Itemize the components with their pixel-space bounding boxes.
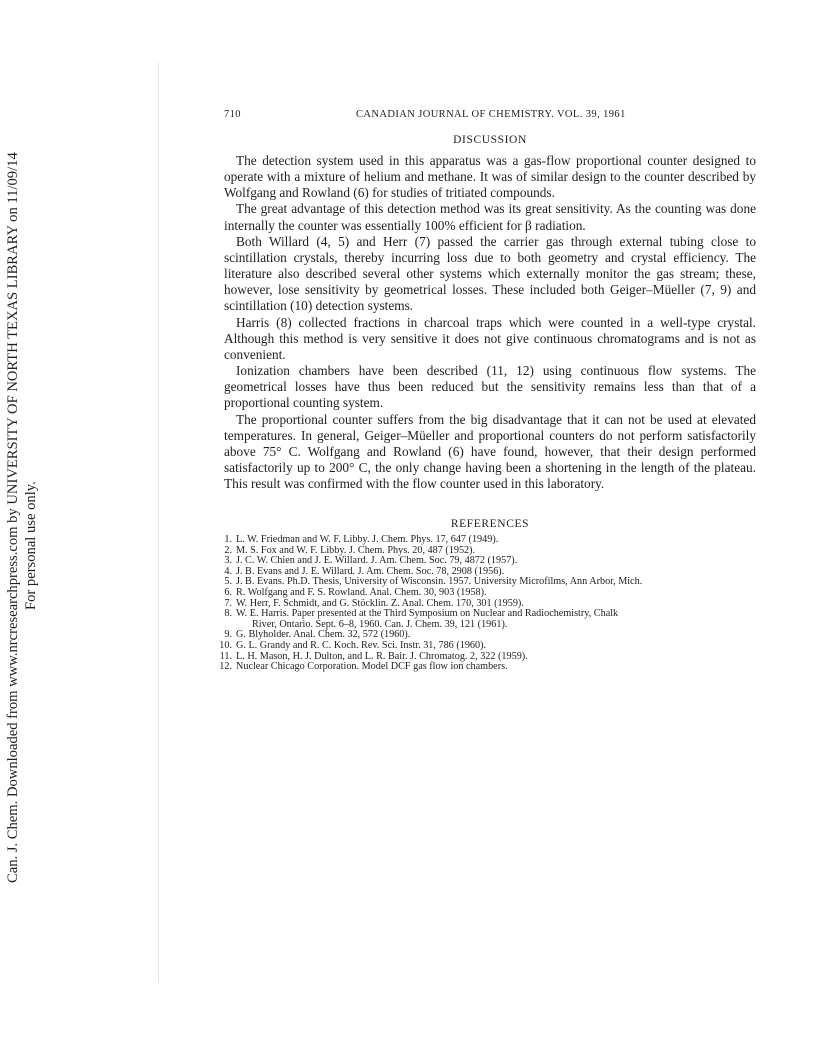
- page-number: 710: [224, 109, 241, 120]
- reference-item: [219, 662, 764, 673]
- reference-text: L. H. Mason, H. J. Dulton, and L. R. Bair. J. Chromatog. 2, 322 (1959).: [236, 650, 528, 662]
- reference-number: 12.: [219, 661, 232, 673]
- references-heading: REFERENCES: [450, 518, 530, 530]
- reference-number: 6.: [224, 586, 232, 598]
- reference-number: 11.: [219, 650, 232, 662]
- reference-text: J. C. W. Chien and J. E. Willard. J. Am. Chem. Soc. 79, 4872 (1957).: [236, 555, 518, 567]
- reference-number: 5.: [224, 576, 232, 588]
- reference-number: 9.: [224, 629, 232, 641]
- watermark-source-line: Can. J. Chem. Downloaded from www.nrcresearchpress.com by UNIVERSITY OF NORTH TEXAS LIBRARY on 11/09/14: [5, 152, 21, 883]
- reference-text: Nuclear Chicago Corporation. Model DCF gas flow ion chambers.: [236, 661, 508, 673]
- journal-title: CANADIAN JOURNAL OF CHEMISTRY. VOL. 39, 1961: [356, 109, 626, 120]
- reference-text: J. B. Evans. Ph.D. Thesis, University of Wisconsin. 1957. University Microfilms, Ann Arbor, Mich.: [236, 576, 643, 588]
- reference-text: G. Blyholder. Anal. Chem. 32, 572 (1960).: [236, 629, 411, 641]
- reference-text: W. Herr, F. Schmidt, and G. Stöcklin. Z. Anal. Chem. 170, 301 (1959).: [236, 597, 524, 609]
- reference-number: 4.: [224, 565, 232, 577]
- reference-text-continued: River, Ontario. Sept. 6–8, 1960. Can. J. Chem. 39, 121 (1961).: [252, 618, 508, 630]
- reference-number: 2.: [224, 544, 232, 556]
- reference-number: 7.: [224, 597, 232, 609]
- discussion-paragraph: Ionization chambers have been described (11, 12) using continuous flow systems. The geometrical losses have thus been reduced but the sensitivity remains less than that of a proportional counting system.: [224, 363, 756, 411]
- reference-text: G. L. Grandy and R. C. Koch. Rev. Sci. Instr. 31, 786 (1960).: [236, 639, 487, 651]
- scan-margin-line: [158, 62, 159, 982]
- reference-number: 8.: [224, 608, 232, 620]
- discussion-paragraph: Both Willard (4, 5) and Herr (7) passed the carrier gas through external tubing close to scintillation crystals, thereby incurring loss due to both geometry and crystal efficiency. The literature also described several other systems which externally monitor the gas stream; these, however, lose sensitivity by geometrical losses. These included both Geiger–Müeller (7, 9) and scintillation (10) detection systems.: [224, 233, 756, 314]
- discussion-heading: DISCUSSION: [453, 134, 527, 146]
- watermark-use-line: For personal use only.: [23, 481, 39, 610]
- reference-item: [219, 609, 764, 630]
- reference-text: W. E. Harris. Paper presented at the Third Symposium on Nuclear and Radiochemistry, Chalk: [236, 608, 619, 620]
- reference-number: 3.: [224, 555, 232, 567]
- running-header: [224, 109, 756, 125]
- reference-text: M. S. Fox and W. F. Libby. J. Chem. Phys. 20, 487 (1952).: [236, 544, 476, 556]
- reference-list: [219, 535, 764, 673]
- reference-text: J. B. Evans and J. E. Willard. J. Am. Chem. Soc. 78, 2908 (1956).: [236, 565, 505, 577]
- reference-number: 1.: [224, 534, 232, 545]
- discussion-paragraph: The great advantage of this detection method was its great sensitivity. As the counting was done internally the counter was essentially 100% efficient for β radiation.: [224, 201, 756, 233]
- reference-text: L. W. Friedman and W. F. Libby. J. Chem. Phys. 17, 647 (1949).: [236, 534, 499, 545]
- reference-text: R. Wolfgang and F. S. Rowland. Anal. Chem. 30, 903 (1958).: [236, 586, 487, 598]
- discussion-paragraph: Harris (8) collected fractions in charcoal traps which were counted in a well-type crystal. Although this method is very sensitive it does not give continuous chromatograms and is not as convenient.: [224, 314, 756, 362]
- discussion-body: [224, 153, 756, 492]
- reference-number: 10.: [219, 639, 232, 651]
- discussion-paragraph: The proportional counter suffers from the big disadvantage that it can not be used at elevated temperatures. In general, Geiger–Müeller and proportional counters do not perform satisfactorily above 75° C. Wolfgang and Rowland (6) have found, however, that their design performed satisfactorily up to 200° C, the only change having been a shortening in the length of the plateau. This result was confirmed with the flow counter used in this laboratory.: [224, 411, 756, 492]
- download-watermark: [0, 0, 60, 1052]
- discussion-paragraph: The detection system used in this apparatus was a gas-flow proportional counter designed to operate with a mixture of helium and methane. It was of similar design to the counter described by Wolfgang and Rowland (6) for studies of tritiated compounds.: [224, 153, 756, 201]
